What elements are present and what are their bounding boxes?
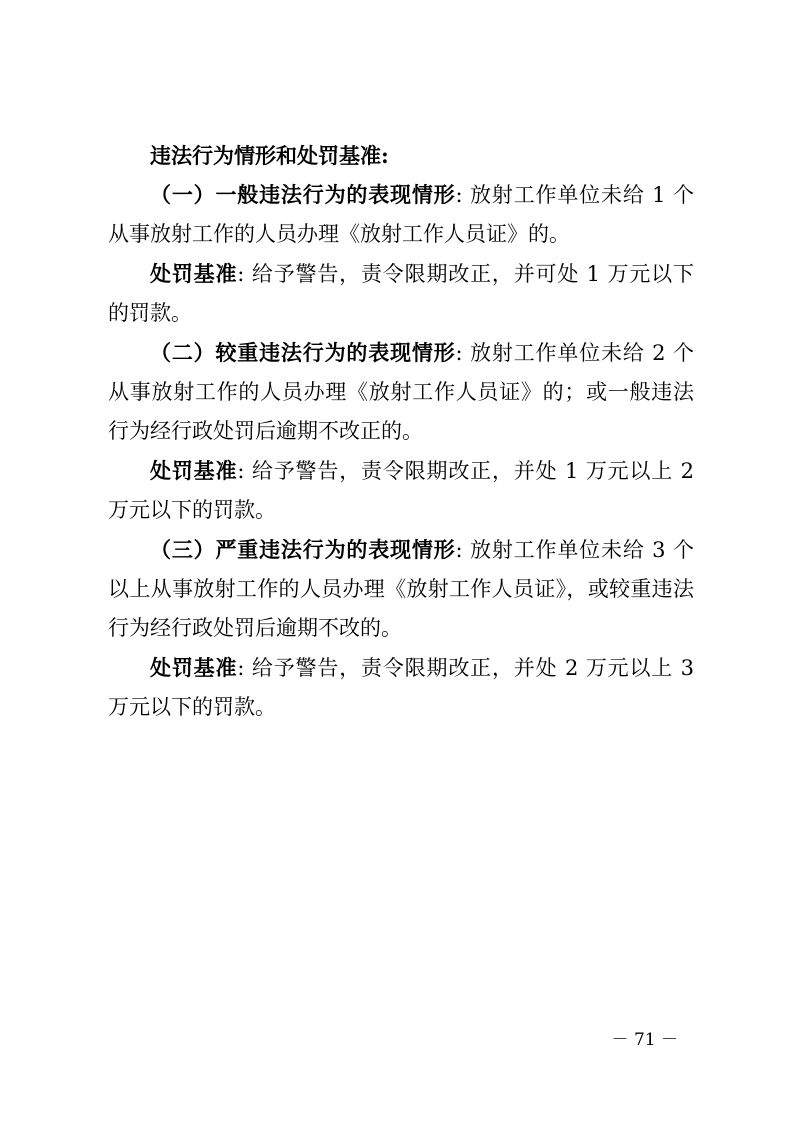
penalty-label-2: 处罚基准: [150, 458, 238, 483]
penalty-text-2: : 给予警告，责令限期改正，并处 1 万元以上 2 万元以下的罚款。: [108, 459, 695, 522]
situation-paragraph-1: [108, 175, 694, 254]
document-body: [108, 136, 694, 727]
situation-paragraph-3: [108, 530, 694, 648]
penalty-paragraph-1: [108, 254, 694, 333]
penalty-label-3: 处罚基准: [150, 655, 238, 680]
section-heading: 违法行为情形和处罚基准:: [150, 143, 389, 168]
penalty-paragraph-2: [108, 451, 694, 530]
situation-text-1: : 放射工作单位未给 1 个从事放射工作的人员办理《放射工作人员证》的。: [108, 183, 694, 246]
penalty-label-1: 处罚基准: [150, 261, 238, 286]
situation-text-2: : 放射工作单位未给 2 个从事放射工作的人员办理《放射工作人员证》的；或一般违法行为经行政处罚后逾期不改正的。: [108, 341, 694, 443]
penalty-text-1: : 给予警告，责令限期改正，并可处 1 万元以下的罚款。: [108, 262, 695, 325]
penalty-paragraph-3: [108, 648, 694, 727]
situation-label-3: （三）严重违法行为的表现情形: [150, 537, 456, 562]
situation-label-2: （二）较重违法行为的表现情形: [150, 340, 456, 365]
page-number: － 71 －: [611, 1030, 678, 1050]
situation-label-1: （一）一般违法行为的表现情形: [150, 182, 456, 207]
situation-text-3: : 放射工作单位未给 3 个以上从事放射工作的人员办理《放射工作人员证》，或较重违法行为经行政处罚后逾期不改的。: [108, 538, 694, 640]
situation-paragraph-2: [108, 333, 694, 451]
penalty-text-3: : 给予警告，责令限期改正，并处 2 万元以上 3 万元以下的罚款。: [108, 656, 695, 719]
